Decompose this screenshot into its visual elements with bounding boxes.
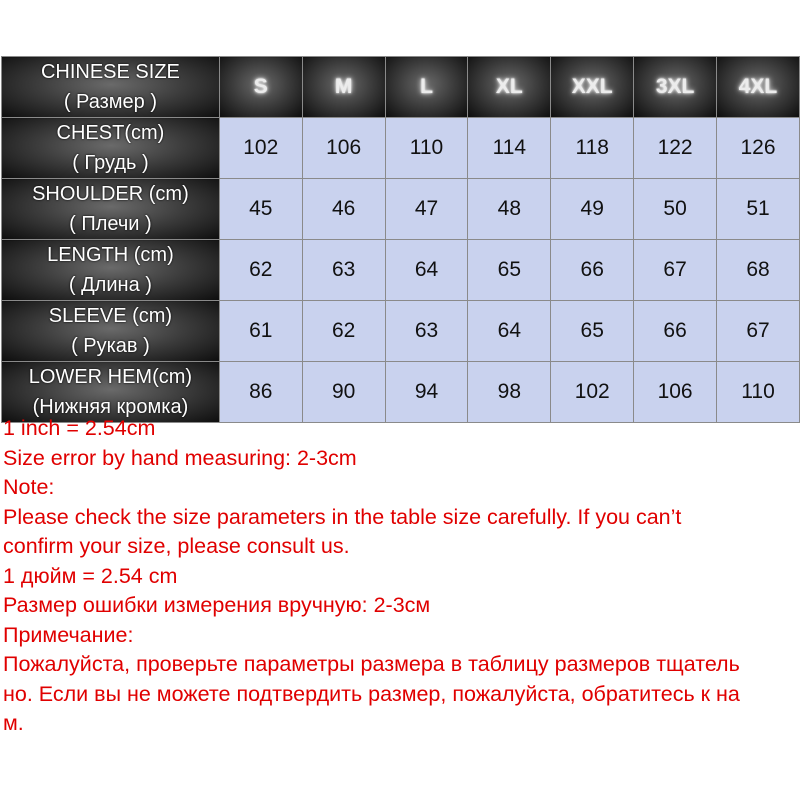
value-cell: 94 [385, 362, 468, 423]
value-cell: 126 [717, 118, 800, 179]
size-header-l: L [385, 57, 468, 118]
note-check-size-line-2: confirm your size, please consult us. [3, 534, 350, 558]
size-header-row [2, 57, 800, 118]
value-cell: 51 [717, 179, 800, 240]
value-cell: 90 [302, 362, 385, 423]
row-label-en: SLEEVE (cm) [48, 305, 173, 327]
note-check-size-ru-line-2: но. Если вы не можете подтвердить размер, пожалуйста, обратитесь к на [3, 681, 740, 706]
note-heading: Note: [3, 475, 55, 499]
note-inch-conversion-ru: 1 дюйм = 2.54 cm [3, 563, 178, 588]
value-cell: 63 [302, 240, 385, 301]
chinese-size-label-ru: ( Размер ) [63, 91, 158, 113]
value-cell: 98 [468, 362, 551, 423]
value-cell: 46 [302, 179, 385, 240]
note-measuring-error: Size error by hand measuring: 2-3cm [3, 445, 357, 470]
value-cell: 102 [551, 362, 634, 423]
value-cell: 67 [717, 301, 800, 362]
size-header-3xl: 3XL [634, 57, 717, 118]
value-cell: 110 [717, 362, 800, 423]
row-label-length [2, 240, 220, 301]
value-cell: 106 [302, 118, 385, 179]
note-inch-conversion: 1 inch = 2.54cm [3, 416, 156, 440]
row-chest [2, 118, 800, 179]
size-notes [3, 414, 798, 739]
size-header-s: S [219, 57, 302, 118]
value-cell: 48 [468, 179, 551, 240]
row-label-ru: ( Плечи ) [69, 213, 152, 235]
row-label-ru: ( Грудь ) [72, 152, 149, 174]
size-header-4xl: 4XL [717, 57, 800, 118]
row-sleeve [2, 301, 800, 362]
row-label-chest [2, 118, 220, 179]
note-check-size-ru-line-1: Пожалуйста, проверьте параметры размера в таблицу размеров тщатель [3, 652, 740, 676]
value-cell: 62 [302, 301, 385, 362]
row-label-ru: ( Длина ) [68, 274, 152, 296]
value-cell: 64 [468, 301, 551, 362]
value-cell: 66 [634, 301, 717, 362]
value-cell: 64 [385, 240, 468, 301]
row-label-ru: ( Рукав ) [71, 335, 150, 357]
value-cell: 50 [634, 179, 717, 240]
value-cell: 63 [385, 301, 468, 362]
value-cell: 65 [468, 240, 551, 301]
chinese-size-label-en: CHINESE SIZE [40, 61, 180, 83]
size-header-m: M [302, 57, 385, 118]
value-cell: 67 [634, 240, 717, 301]
row-label-sleeve [2, 301, 220, 362]
value-cell: 106 [634, 362, 717, 423]
row-label-en: LENGTH (cm) [47, 244, 174, 266]
note-measuring-error-ru: Размер ошибки измерения вручную: 2-3см [3, 593, 431, 617]
value-cell: 118 [551, 118, 634, 179]
value-cell: 68 [717, 240, 800, 301]
row-label-en: SHOULDER (cm) [32, 183, 189, 205]
row-shoulder [2, 179, 800, 240]
value-cell: 122 [634, 118, 717, 179]
value-cell: 102 [219, 118, 302, 179]
size-header-xxl: XXL [551, 57, 634, 118]
row-label-ru: (Нижняя кромка) [32, 396, 189, 418]
row-length [2, 240, 800, 301]
value-cell: 61 [219, 301, 302, 362]
value-cell: 86 [219, 362, 302, 423]
note-check-size-line-1: Please check the size parameters in the table size carefully. If you can’t [3, 504, 682, 529]
row-label-en: LOWER HEM(cm) [28, 366, 193, 388]
value-cell: 47 [385, 179, 468, 240]
size-header-xl: XL [468, 57, 551, 118]
note-check-size-ru-line-3: м. [3, 711, 24, 735]
row-label-en: CHEST(cm) [56, 122, 165, 144]
note-heading-ru: Примечание: [3, 622, 134, 647]
value-cell: 110 [385, 118, 468, 179]
value-cell: 114 [468, 118, 551, 179]
value-cell: 62 [219, 240, 302, 301]
size-table [1, 56, 800, 423]
chinese-size-header [2, 57, 220, 118]
value-cell: 45 [219, 179, 302, 240]
value-cell: 66 [551, 240, 634, 301]
value-cell: 65 [551, 301, 634, 362]
row-label-shoulder [2, 179, 220, 240]
value-cell: 49 [551, 179, 634, 240]
